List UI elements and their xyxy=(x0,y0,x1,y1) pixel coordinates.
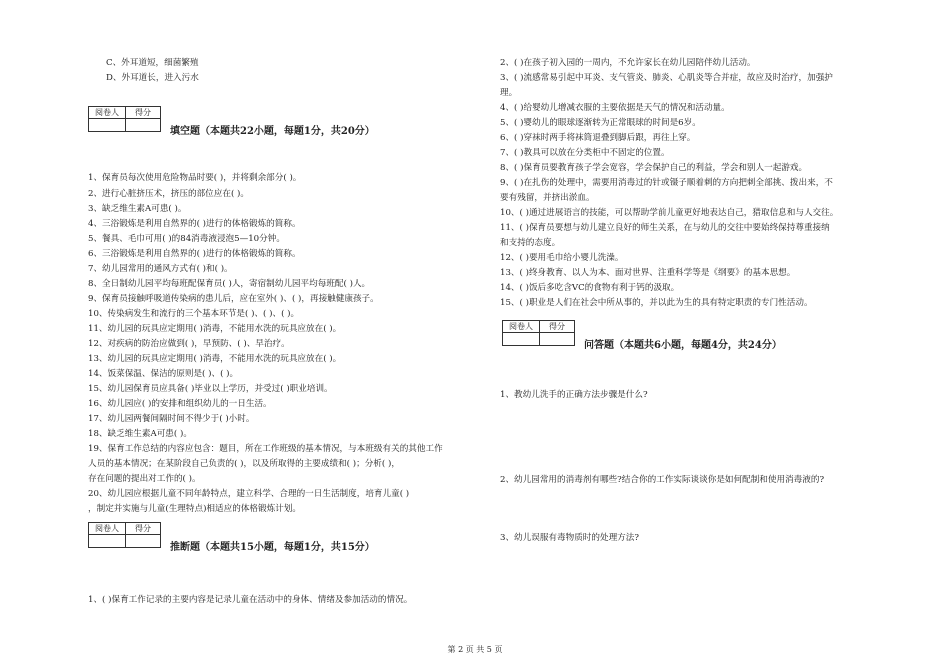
page-number: 第 2 页 共 5 页 xyxy=(447,645,503,654)
qa-item: 2、幼儿园常用的消毒剂有哪些?结合你的工作实际谈谈你是如何配制和使用消毒液的? xyxy=(500,475,825,485)
judge-item: 9、( )在扎伤的处理中，需要用消毒过的针或镊子顺着刺的方向把刺全部挑、拨出来，不 xyxy=(500,178,833,188)
qa-item: 3、幼儿误服有毒物质时的处理方法? xyxy=(500,533,639,543)
judge-item: 和支持的态度。 xyxy=(500,238,561,248)
fill-item: 20、幼儿园应根据儿童不同年龄特点，建立科学、合理的一日生活制度，培育儿童( ) xyxy=(88,489,410,499)
score-box-fill xyxy=(88,106,161,132)
judge-item: 11、( )保育员要想与幼儿建立良好的师生关系，在与幼儿的交往中要始终保持尊重接纳 xyxy=(500,223,830,233)
score-label: 得分 xyxy=(540,321,575,333)
fill-item: 9、保育员接触呼吸道传染病的患儿后，应在室外( )、( )，再接触健康孩子。 xyxy=(88,294,379,304)
judge-item: 2、( )在孩子初入园的一周内，不允许家长在幼儿园陪伴幼儿活动。 xyxy=(500,58,756,68)
judge-item: 14、( )饭后多吃含VC的食物有利于钙的汲取。 xyxy=(500,283,680,293)
score-box-judge xyxy=(88,522,161,548)
judge-item: 13、( )终身教育、以人为本、面对世界、注重科学等是《纲要》的基本思想。 xyxy=(500,268,796,278)
fill-item: 10、传染病发生和流行的三个基本环节是( )、( )、( )。 xyxy=(88,309,300,319)
judge-item: 3、( )流感常易引起中耳炎、支气管炎、肺炎、心肌炎等合并症，故应及时治疗，加强护 xyxy=(500,73,833,83)
fill-item: 存在问题的提出对工作的( )。 xyxy=(88,474,201,484)
fill-item: 3、缺乏维生素A可患( )。 xyxy=(88,204,187,214)
option-d: D、外耳道长，进入污水 xyxy=(106,73,199,83)
judge-item: 6、( )穿袜时两手将袜筒退叠到脚后跟，再往上穿。 xyxy=(500,133,696,143)
score-box-qa xyxy=(502,320,575,346)
reviewer-label: 阅卷人 xyxy=(503,321,540,333)
judge-item: 要有残留，并挤出淤血。 xyxy=(500,193,595,203)
score-label: 得分 xyxy=(126,107,161,119)
fill-item: 7、幼儿园常用的通风方式有( )和( )。 xyxy=(88,264,233,274)
fill-item: 13、幼儿园的玩具应定期用( )消毒，不能用水洗的玩具应放在( )。 xyxy=(88,354,342,364)
option-c: C、外耳道短，细菌繁殖 xyxy=(106,58,199,68)
judge-item: 8、( )保育员要教育孩子学会宽容，学会保护自己的利益，学会和别人一起游戏。 xyxy=(500,163,808,173)
qa-section-title: 问答题（本题共6小题，每题4分，共24分） xyxy=(584,340,782,351)
fill-item: 11、幼儿园的玩具应定期用( )消毒，不能用水洗的玩具应放在( )。 xyxy=(88,324,342,334)
reviewer-label: 阅卷人 xyxy=(89,523,126,535)
fill-item: 6、三浴锻炼是利用自然界的( )进行的体格锻炼的简称。 xyxy=(88,249,301,259)
judge-section-title: 推断题（本题共15小题，每题1分，共15分） xyxy=(170,542,375,553)
judge-item: 12、( )要用毛巾给小婴儿洗澡。 xyxy=(500,253,624,263)
fill-item: 1、保育员每次使用危险物品时要( )，并将剩余部分( )。 xyxy=(88,173,302,183)
fill-item: ，制定并实施与儿童(生理特点)相适应的体格锻炼计划。 xyxy=(88,504,301,514)
fill-item: 4、三浴锻炼是利用自然界的( )进行的体格锻炼的简称。 xyxy=(88,219,301,229)
score-label: 得分 xyxy=(126,523,161,535)
fill-item: 12、对疾病的防治应做到( )，早预防、( )、早治疗。 xyxy=(88,339,290,349)
judge-item: 7、( )教具可以放在分类柜中不固定的位置。 xyxy=(500,148,670,158)
judge-item: 10、( )通过进展语言的技能，可以帮助学前儿童更好地表达自己，猎取信息和与人交往。 xyxy=(500,208,839,218)
fill-item: 16、幼儿园应( )的安排和组织幼儿的一日生活。 xyxy=(88,399,272,409)
judge-item: 4、( )给婴幼儿增减衣服的主要依据是天气的情况和活动量。 xyxy=(500,103,730,113)
fill-item: 14、饭菜保温、保洁的原则是( )、( )。 xyxy=(88,369,239,379)
fill-item: 5、餐具、毛巾可用( )的84消毒液浸泡5—10分钟。 xyxy=(88,234,285,244)
fill-item: 8、全日制幼儿园平均每班配保育员( )人，寄宿制幼儿园平均每班配( )人。 xyxy=(88,279,371,289)
qa-item: 1、教幼儿洗手的正确方法步骤是什么? xyxy=(500,390,648,400)
judge-item: 5、( )婴幼儿的眼球逐渐转为正常眼球的时间是6岁。 xyxy=(500,118,701,128)
judge-item: 理。 xyxy=(500,88,518,98)
fill-item: 15、幼儿园保育员应具备( )毕业以上学历，并受过( )职业培训。 xyxy=(88,384,333,394)
fill-item: 2、进行心脏挤压术，挤压的部位应在( )。 xyxy=(88,189,249,199)
fill-section-title: 填空题（本题共22小题，每题1分，共20分） xyxy=(170,126,375,137)
judge-item: 1、( )保育工作记录的主要内容是记录儿童在活动中的身体、情绪及参加活动的情况。 xyxy=(88,595,413,605)
fill-item: 19、保育工作总结的内容应包含：题目，所在工作班级的基本情况，与本班级有关的其他工作 xyxy=(88,444,443,454)
fill-item: 18、缺乏维生素A可患( )。 xyxy=(88,429,192,439)
judge-item: 15、( )职业是人们在社会中所从事的，并以此为生的具有特定职责的专门性活动。 xyxy=(500,298,813,308)
reviewer-label: 阅卷人 xyxy=(89,107,126,119)
fill-item: 17、幼儿园两餐间隔时间不得少于( )小时。 xyxy=(88,414,255,424)
fill-item: 人员的基本情况；在某阶段自己负责的( )，以及所取得的主要成绩和( )；分析( )， xyxy=(88,459,400,469)
